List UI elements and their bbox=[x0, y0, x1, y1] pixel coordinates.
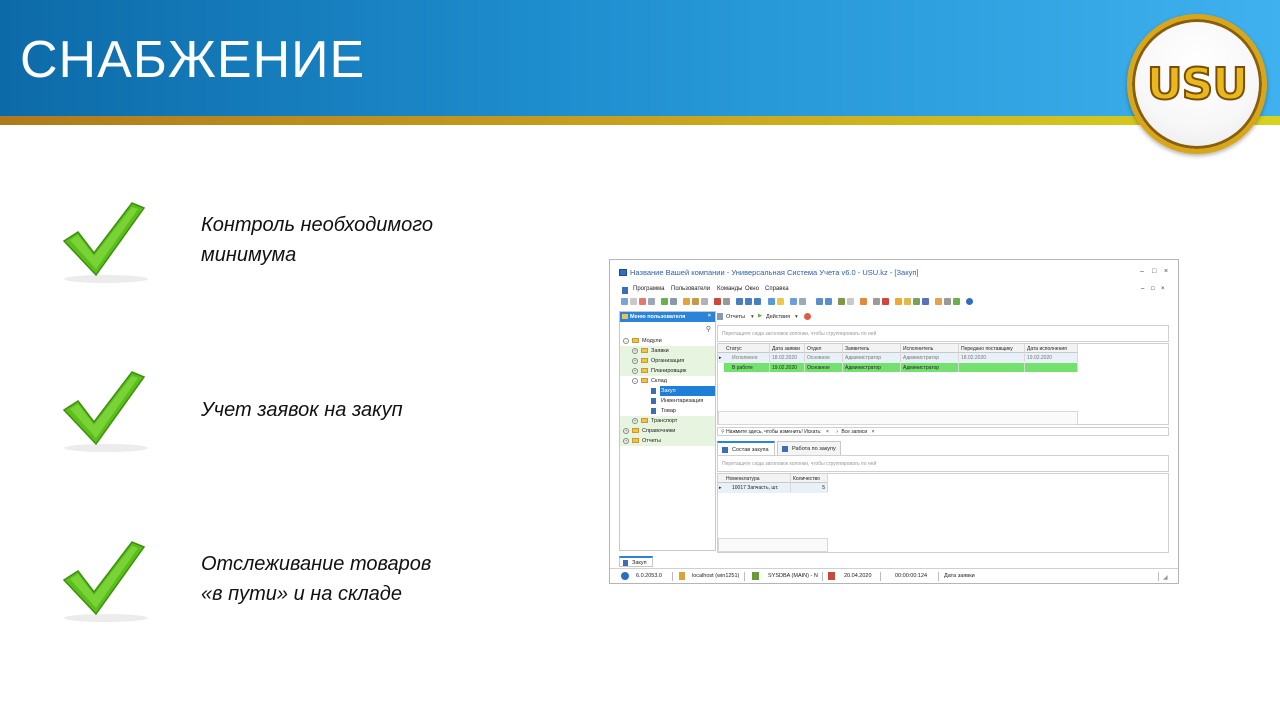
tab-label: Состав закупа bbox=[732, 447, 769, 453]
divider bbox=[880, 572, 881, 581]
usu-logo bbox=[1127, 14, 1267, 154]
tree-node-scheduler[interactable] bbox=[620, 366, 715, 376]
find-text: Нажмите здесь, чтобы изменить! Искать: bbox=[726, 429, 822, 435]
tree-node-warehouse[interactable] bbox=[620, 376, 715, 386]
collapse-icon[interactable]: – bbox=[624, 338, 628, 343]
purchase-grid bbox=[717, 343, 1169, 425]
grid-cell: 18.02.2020 bbox=[770, 353, 805, 362]
row-indicator-icon: ▸ bbox=[719, 355, 722, 361]
tab-purchase-items[interactable] bbox=[717, 441, 775, 455]
group-by-area[interactable]: Перетащите сюда заголовок колонки, чтобы сгруппировать по ней bbox=[717, 455, 1169, 472]
grid-cell: Администратор bbox=[901, 363, 959, 372]
column-header[interactable]: Номенклатура bbox=[724, 474, 791, 483]
chart-icon[interactable] bbox=[882, 298, 889, 305]
menu-folder-icon bbox=[622, 314, 628, 319]
tree-label: Транспорт bbox=[651, 418, 678, 424]
tree-node-transport[interactable] bbox=[620, 416, 715, 426]
tree-node-requests[interactable] bbox=[620, 346, 715, 356]
folder-icon bbox=[641, 348, 648, 353]
first-icon[interactable] bbox=[736, 298, 743, 305]
grid-header bbox=[718, 344, 1078, 353]
grid-cell: 10017 Запчасть, шт. bbox=[724, 483, 791, 492]
document-icon bbox=[651, 388, 656, 394]
chevron-right-icon: › bbox=[836, 429, 838, 435]
folder-icon[interactable] bbox=[777, 298, 784, 305]
column-header[interactable]: Дата исполнения bbox=[1025, 344, 1078, 353]
user-label: SYSDBA (MAIN) - N bbox=[768, 573, 818, 579]
mdi-restore-button[interactable]: □ bbox=[1151, 286, 1155, 292]
date-label: 20.04.2020 bbox=[844, 573, 872, 579]
collapse-icon[interactable]: – bbox=[633, 378, 637, 383]
divider bbox=[1158, 572, 1159, 581]
folder-icon bbox=[641, 368, 648, 373]
column-header[interactable]: Заявитель bbox=[843, 344, 901, 353]
tree-node-organization[interactable] bbox=[620, 356, 715, 366]
sort-icon[interactable] bbox=[692, 298, 699, 305]
header-stripe bbox=[0, 116, 1280, 125]
search-icon[interactable] bbox=[670, 298, 677, 305]
grid-cell bbox=[1025, 363, 1078, 372]
logo-text: USU bbox=[1146, 58, 1248, 110]
user-icon[interactable] bbox=[838, 298, 845, 305]
tile-icon[interactable] bbox=[825, 298, 832, 305]
table-row[interactable] bbox=[718, 353, 1078, 363]
window-icon[interactable] bbox=[816, 298, 823, 305]
checkmark-icon bbox=[56, 368, 156, 458]
bullet-item bbox=[56, 538, 556, 628]
grid-cell: 18.02.2020 bbox=[959, 353, 1025, 362]
column-header[interactable]: Дата заявки bbox=[770, 344, 805, 353]
print-icon[interactable] bbox=[790, 298, 797, 305]
host-label: localhost (win1251) bbox=[692, 573, 740, 579]
save-icon[interactable] bbox=[648, 298, 655, 305]
column-header[interactable]: Исполнитель bbox=[901, 344, 959, 353]
tab-icon bbox=[722, 447, 728, 453]
folder-icon bbox=[632, 428, 639, 433]
minimize-button[interactable]: – bbox=[1140, 268, 1144, 275]
calendar-icon bbox=[828, 572, 835, 580]
database-icon bbox=[679, 572, 685, 580]
slide-title: СНАБЖЕНИЕ bbox=[20, 31, 366, 89]
user-menu-header bbox=[620, 312, 715, 322]
checkmark-icon bbox=[56, 538, 156, 628]
user-icon bbox=[752, 572, 759, 580]
next-icon[interactable] bbox=[754, 298, 761, 305]
info-icon[interactable] bbox=[966, 298, 973, 305]
tab-label: Работа по закупу bbox=[792, 446, 836, 452]
expand-icon[interactable]: + bbox=[633, 348, 637, 353]
resize-grip-icon[interactable]: ◢ bbox=[1163, 575, 1168, 581]
expand-icon[interactable]: + bbox=[633, 418, 637, 423]
close-button[interactable]: × bbox=[1164, 268, 1169, 275]
close-filter-button[interactable]: × bbox=[871, 429, 875, 435]
tree-label: Инвентаризация bbox=[661, 398, 704, 404]
bullet-item bbox=[56, 199, 556, 289]
menu-commands[interactable]: Команды bbox=[717, 286, 743, 292]
tree-label: Планировщик bbox=[651, 368, 687, 374]
tree-icon[interactable] bbox=[913, 298, 920, 305]
row-indicator-icon: ▸ bbox=[719, 485, 722, 491]
table-row[interactable] bbox=[724, 363, 1078, 372]
grid-cell: Исполнено bbox=[724, 353, 770, 362]
tree-node-reports[interactable] bbox=[620, 436, 715, 446]
tree-node-purchase[interactable] bbox=[620, 386, 715, 396]
bullet-line: «в пути» и на складе bbox=[201, 583, 402, 605]
expand-icon[interactable]: + bbox=[633, 368, 637, 373]
folder-icon bbox=[641, 418, 648, 423]
settings-icon[interactable] bbox=[847, 298, 854, 305]
pin-button[interactable]: × bbox=[707, 313, 711, 319]
menu-window[interactable]: Окно bbox=[745, 286, 759, 292]
search-icon: ⚲ bbox=[721, 429, 727, 435]
items-grid bbox=[717, 473, 1169, 553]
app-window bbox=[609, 259, 1179, 584]
play-icon: ▶ bbox=[758, 313, 763, 319]
tree-node-directories[interactable] bbox=[620, 426, 715, 436]
tree-label: Склад bbox=[651, 378, 667, 384]
mdi-close-button[interactable]: × bbox=[1161, 286, 1165, 292]
bullet-item bbox=[56, 368, 556, 458]
group-icon[interactable] bbox=[701, 298, 708, 305]
slide-header bbox=[0, 0, 1280, 116]
calendar-icon[interactable] bbox=[904, 298, 911, 305]
menu-users[interactable]: Пользователи bbox=[671, 286, 711, 292]
document-icon bbox=[651, 398, 656, 404]
tree-label: Организация bbox=[651, 358, 685, 364]
tree-node-modules[interactable] bbox=[620, 336, 715, 346]
tree-label: Закуп bbox=[661, 388, 676, 394]
folder-icon bbox=[641, 378, 648, 383]
expand-icon[interactable]: + bbox=[633, 358, 637, 363]
mdi-minimize-button[interactable]: – bbox=[1141, 286, 1145, 292]
tree-label: Справочники bbox=[642, 428, 676, 434]
field-label: Дата заявки bbox=[944, 573, 975, 579]
tree-label: Товар bbox=[661, 408, 676, 414]
column-header[interactable]: Количество bbox=[791, 474, 828, 483]
folder-icon bbox=[632, 438, 639, 443]
grid-footer bbox=[718, 538, 828, 552]
window-title: Название Вашей компании - Универсальная Система Учета v6.0 - USU.kz - [Закуп] bbox=[630, 268, 919, 277]
new-icon[interactable] bbox=[621, 298, 628, 305]
expand-icon[interactable]: + bbox=[624, 438, 628, 443]
prev-icon[interactable] bbox=[745, 298, 752, 305]
bullet-line: Учет заявок на закуп bbox=[201, 399, 403, 421]
grid-cell: Основное bbox=[805, 353, 843, 362]
divider bbox=[744, 572, 745, 581]
column-header[interactable]: Передано поставщику bbox=[959, 344, 1025, 353]
tab-label: Закуп bbox=[632, 560, 647, 566]
grid-cell: Администратор bbox=[843, 353, 901, 362]
menu-bar bbox=[610, 284, 1178, 296]
document-icon bbox=[651, 408, 656, 414]
copy-icon[interactable] bbox=[630, 298, 637, 305]
folder-icon bbox=[632, 338, 639, 343]
actions-button[interactable]: Действия bbox=[766, 314, 791, 320]
user-menu-panel bbox=[619, 311, 716, 551]
bullet-line: Контроль необходимого bbox=[201, 214, 434, 236]
tree-label: Отчеты bbox=[642, 438, 662, 444]
window-titlebar bbox=[610, 260, 1178, 284]
link-icon[interactable] bbox=[768, 298, 775, 305]
folder-icon bbox=[641, 358, 648, 363]
tree-label: Модули bbox=[642, 338, 662, 344]
find-panel[interactable] bbox=[717, 427, 1169, 436]
tab-icon bbox=[623, 560, 628, 566]
delete-icon[interactable] bbox=[639, 298, 646, 305]
tree-label: Заявки bbox=[651, 348, 669, 354]
divider bbox=[672, 572, 673, 581]
divider bbox=[822, 572, 823, 581]
bullet-line: минимума bbox=[201, 244, 297, 266]
tree-node-inventory[interactable] bbox=[620, 396, 715, 406]
group-by-area[interactable]: Перетащите сюда заголовок колонки, чтобы сгруппировать по ней bbox=[717, 325, 1169, 342]
timer-label: 00:00:00:124 bbox=[895, 573, 928, 579]
user-menu-title: Меню пользователя bbox=[630, 314, 686, 320]
lock-icon[interactable] bbox=[944, 298, 951, 305]
menu-program[interactable]: Программа bbox=[633, 286, 665, 292]
menu-help[interactable]: Справка bbox=[765, 286, 789, 292]
bottom-tab-purchase[interactable] bbox=[619, 556, 653, 567]
reports-icon bbox=[717, 313, 723, 320]
stop-icon[interactable] bbox=[804, 313, 811, 320]
pin-icon[interactable] bbox=[922, 298, 929, 305]
grid-cell: Администратор bbox=[901, 353, 959, 362]
play-icon[interactable] bbox=[953, 298, 960, 305]
reports-button[interactable]: Отчеты bbox=[726, 314, 746, 320]
bullet-line: Отслеживание товаров bbox=[201, 553, 432, 575]
filter-icon[interactable] bbox=[683, 298, 690, 305]
expand-icon[interactable]: + bbox=[624, 428, 628, 433]
version-label: 6.0.2053.0 bbox=[636, 573, 662, 579]
grid-cell: В работе bbox=[724, 363, 770, 372]
clock-icon[interactable] bbox=[873, 298, 880, 305]
mail-icon[interactable] bbox=[895, 298, 902, 305]
checkmark-icon bbox=[56, 199, 156, 289]
main-toolbar bbox=[619, 297, 1139, 307]
chevron-down-icon: ▾ bbox=[751, 314, 754, 320]
lightbulb-icon[interactable] bbox=[860, 298, 867, 305]
menu-app-icon bbox=[622, 287, 628, 294]
column-header[interactable]: Отдел bbox=[805, 344, 843, 353]
chevron-down-icon: ▾ bbox=[795, 314, 798, 320]
grid-footer bbox=[718, 411, 1078, 425]
tab-icon bbox=[782, 446, 788, 452]
grid-cell: Администратор bbox=[843, 363, 901, 372]
view-icon[interactable] bbox=[723, 298, 730, 305]
export-icon[interactable] bbox=[799, 298, 806, 305]
tree-node-goods[interactable] bbox=[620, 406, 715, 416]
filter-all-records[interactable]: Все записи bbox=[841, 429, 868, 435]
info-icon bbox=[621, 572, 629, 580]
table-row[interactable] bbox=[718, 483, 828, 493]
grid-cell bbox=[959, 363, 1025, 372]
grid-cell: 19.02.2020 bbox=[770, 363, 805, 372]
table-icon[interactable] bbox=[935, 298, 942, 305]
refresh-icon[interactable] bbox=[661, 298, 668, 305]
grid-header bbox=[718, 474, 828, 483]
flag-icon[interactable] bbox=[714, 298, 721, 305]
app-icon bbox=[619, 269, 627, 276]
grid-cell: 19.02.2020 bbox=[1025, 353, 1078, 362]
close-find-button[interactable]: × bbox=[825, 429, 829, 435]
maximize-button[interactable]: □ bbox=[1152, 268, 1157, 275]
search-icon[interactable]: ⚲ bbox=[705, 326, 711, 333]
grid-cell: 5 bbox=[791, 483, 828, 492]
column-header[interactable]: Статус bbox=[724, 344, 770, 353]
divider bbox=[938, 572, 939, 581]
status-bar bbox=[610, 568, 1178, 583]
tab-purchase-work[interactable] bbox=[777, 441, 841, 455]
grid-cell: Основное bbox=[805, 363, 843, 372]
